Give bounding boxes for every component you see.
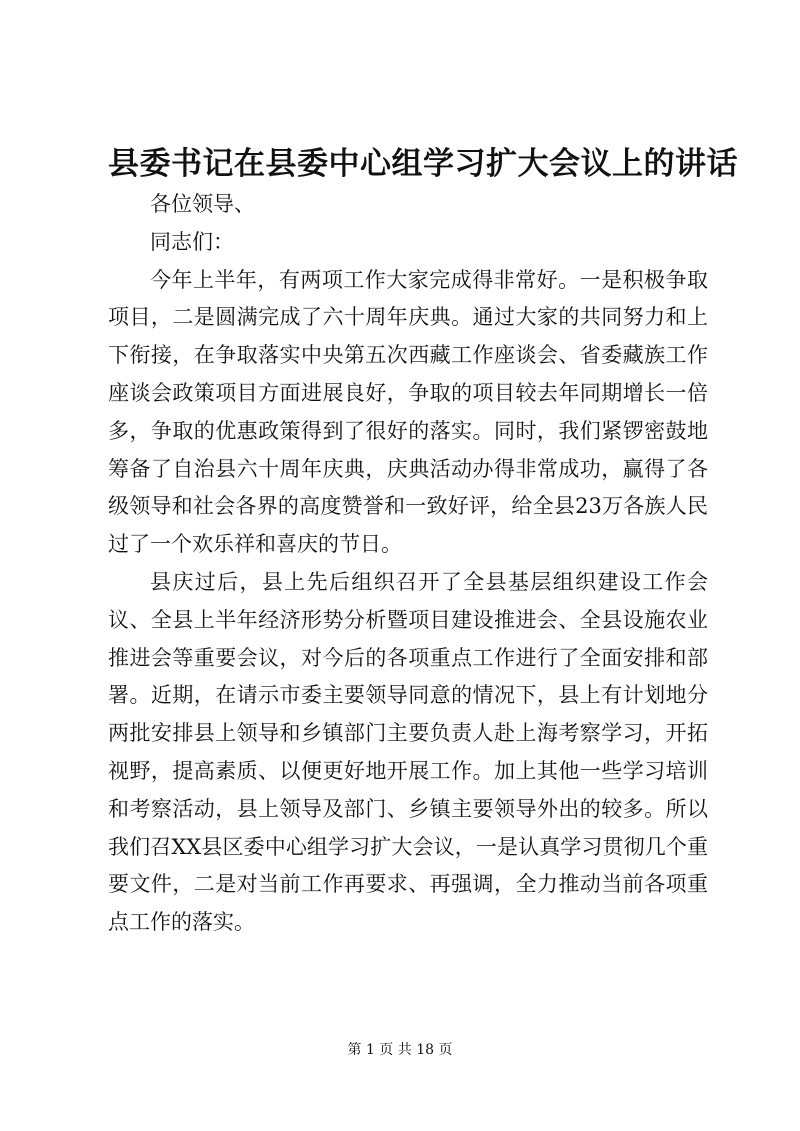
salutation-comrades: 同志们： [150,229,234,254]
body-paragraph-2: 县庆过后，县上先后组织召开了全县基层组织建设工作会议、全县上半年经济形势分析暨项目建设推进会、全县设施农业推进会等重要会议，对今后的各项重点工作进行了全面安排和部署。近期，在请示市委主要领导同意的情况下，县上有计划地分两批安排县上领导和乡镇部门主要负责人赴上海考察学习，开拓视野，提高素质、以便更好地开展工作。加上其他一些学习培训和考察活动，县上领导及部门、乡镇主要领导外出的较多。所以我们召XX县区委中心组学习扩大会议，一是认真学习贯彻几个重要文件，二是对当前工作再要求、再强调，全力推动当前各项重点工作的落实。 [108,569,708,935]
page-number-footer: 第 1 页 共 18 页 [347,1042,453,1058]
body-paragraph-1: 今年上半年，有两项工作大家完成得非常好。一是积极争取项目，二是圆满完成了六十周年庆典。通过大家的共同努力和上下衔接，在争取落实中央第五次西藏工作座谈会、省委藏族工作座谈会政策项目方面进展良好，争取的项目较去年同期增长一倍多，争取的优惠政策得到了很好的落实。同时，我们紧锣密鼓地筹备了自治县六十周年庆典，庆典活动办得非常成功，赢得了各级领导和社会各界的高度赞誉和一致好评，给全县23万各族人民过了一个欢乐祥和喜庆的节日。 [108,267,708,557]
salutation-leaders: 各位领导、 [150,192,255,216]
document-body [108,186,708,942]
document-title: 县委书记在县委中心组学习扩大会议上的讲话 [108,146,738,182]
